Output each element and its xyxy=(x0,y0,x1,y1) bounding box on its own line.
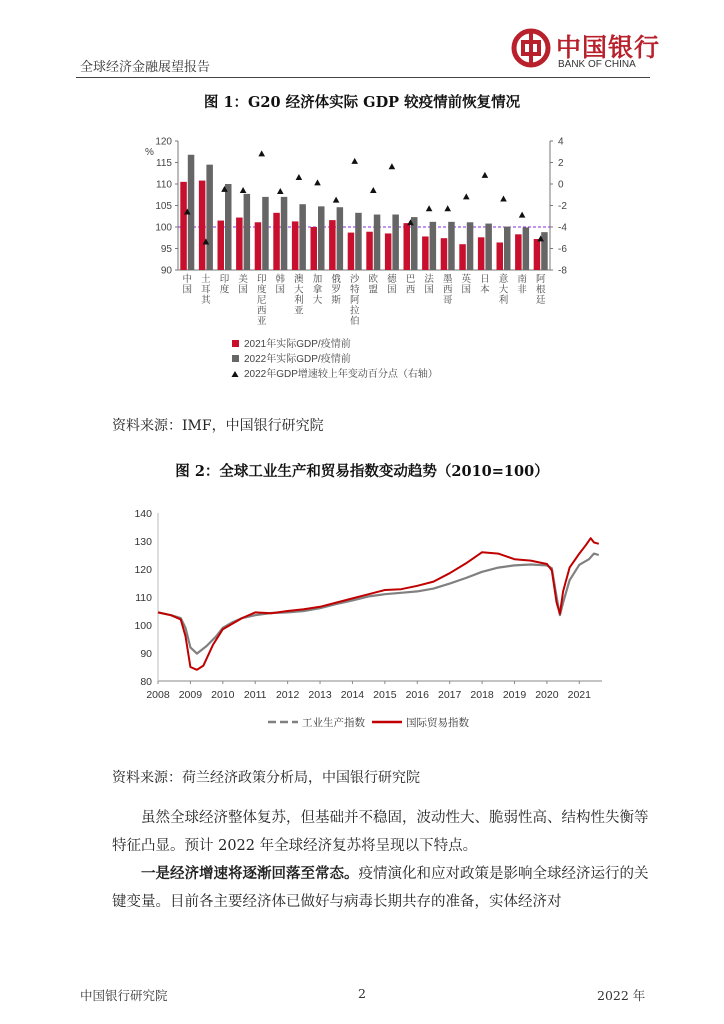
left-unit-label: % xyxy=(145,147,154,158)
y-tick-label: 80 xyxy=(140,676,152,688)
footer-year: 2022 年 xyxy=(597,988,646,1003)
bar-2021 xyxy=(218,221,225,270)
category-label: 墨西哥 xyxy=(442,274,453,306)
triangle-marker xyxy=(500,196,507,202)
bar-2021 xyxy=(311,227,318,270)
category-label: 加拿大 xyxy=(312,274,323,306)
category-label: 日本 xyxy=(480,274,490,296)
bar-2022 xyxy=(541,232,548,270)
x-tick-label: 2014 xyxy=(340,689,365,701)
paragraph-2 xyxy=(112,860,658,916)
left-tick-label: 120 xyxy=(155,136,172,148)
legend-swatch xyxy=(232,340,239,347)
bar-2022 xyxy=(448,222,455,270)
x-tick-label: 2015 xyxy=(373,689,397,701)
triangle-marker xyxy=(463,193,470,199)
category-label: 印度尼西亚 xyxy=(256,274,267,327)
bar-2021 xyxy=(497,242,504,270)
triangle-marker xyxy=(519,212,526,218)
bar-2021 xyxy=(404,223,411,270)
bar-2021 xyxy=(329,220,336,270)
right-tick-label: -2 xyxy=(558,201,567,212)
paragraph-2-text: 疫情演化和应对政策是影响全球经济运行的关键变量。目前各主要经济体已做好与病毒长期共存的准备，实体经济对 xyxy=(112,866,649,910)
x-tick-label: 2016 xyxy=(405,689,429,701)
figure1-title: 图 1：G20 经济体实际 GDP 较疫情前恢复情况 xyxy=(203,94,521,111)
bar-2021 xyxy=(180,182,187,270)
triangle-marker xyxy=(277,188,284,194)
figure2-source: 资料来源：荷兰经济政策分析局，中国银行研究院 xyxy=(112,770,420,786)
category-label: 巴西 xyxy=(405,274,416,296)
triangle-marker xyxy=(240,187,247,193)
right-tick-label: -8 xyxy=(558,265,567,277)
legend-triangle-icon xyxy=(232,371,239,377)
triangle-marker xyxy=(426,205,433,211)
bar-2021 xyxy=(385,233,392,270)
bar-2022 xyxy=(374,215,381,270)
figure1-chart xyxy=(130,135,590,395)
triangle-marker xyxy=(370,187,377,193)
y-tick-label: 110 xyxy=(135,592,152,604)
y-tick-label: 120 xyxy=(134,564,152,576)
right-tick-label: 0 xyxy=(558,179,564,191)
triangle-marker xyxy=(258,150,265,156)
bar-2022 xyxy=(206,165,213,270)
left-tick-label: 100 xyxy=(155,222,172,234)
category-label: 欧盟 xyxy=(368,274,379,296)
logo-en-text: BANK OF CHINA xyxy=(558,59,636,70)
x-tick-label: 2008 xyxy=(146,689,170,701)
legend-label: 2022年GDP增速较上年变动百分点（右轴） xyxy=(244,369,438,380)
x-tick-label: 2019 xyxy=(502,689,527,701)
triangle-marker xyxy=(314,179,321,185)
bar-2021 xyxy=(273,213,280,270)
bar-2022 xyxy=(225,184,232,270)
bar-2021 xyxy=(515,234,522,270)
figure1-source: 资料来源：IMF，中国银行研究院 xyxy=(112,418,324,434)
bar-2022 xyxy=(318,206,325,270)
left-tick-label: 90 xyxy=(160,265,172,277)
bar-2022 xyxy=(485,224,492,270)
bar-2022 xyxy=(281,197,288,270)
category-label: 印度 xyxy=(219,274,230,296)
left-tick-label: 110 xyxy=(156,179,172,191)
y-tick-label: 140 xyxy=(134,508,152,520)
bar-2022 xyxy=(244,194,251,270)
category-label: 俄罗斯 xyxy=(331,274,341,306)
paragraph-2-bold: 一是经济增速将逐渐回落至常态。 xyxy=(141,865,359,882)
triangle-marker xyxy=(444,205,451,211)
x-tick-label: 2010 xyxy=(211,689,235,701)
right-tick-label: -6 xyxy=(558,244,567,255)
x-tick-label: 2011 xyxy=(243,689,267,701)
footer-org: 中国银行研究院 xyxy=(80,988,168,1003)
category-label: 澳大利亚 xyxy=(294,274,304,317)
bar-2021 xyxy=(478,237,485,270)
paragraph-1-text: 虽然全球经济整体复苏，但基础并不稳固，波动性大、脆弱性高、结构性失衡等特征凸显。预计 2022 年全球经济复苏将呈现以下特点。 xyxy=(112,810,649,854)
category-label: 沙特阿拉伯 xyxy=(349,274,360,327)
triangle-marker xyxy=(482,172,489,178)
bar-2022 xyxy=(430,222,437,270)
x-tick-label: 2018 xyxy=(470,689,494,701)
bar-2022 xyxy=(355,213,362,270)
left-tick-label: 115 xyxy=(156,158,172,169)
right-tick-label: -4 xyxy=(558,222,567,234)
triangle-marker xyxy=(296,174,303,180)
category-label: 南非 xyxy=(517,274,527,296)
bar-2021 xyxy=(422,236,429,270)
bar-2021 xyxy=(255,222,262,270)
category-label: 德国 xyxy=(387,274,397,296)
bar-2021 xyxy=(199,181,206,270)
triangle-marker xyxy=(351,158,358,164)
bar-2021 xyxy=(459,244,466,270)
triangle-marker xyxy=(333,197,340,203)
bar-2022 xyxy=(523,227,530,270)
header-divider xyxy=(76,77,650,78)
y-tick-label: 90 xyxy=(140,648,152,660)
x-tick-label: 2017 xyxy=(437,689,462,701)
industrial-production-line xyxy=(158,554,599,654)
right-tick-label: 4 xyxy=(558,136,564,148)
paragraph-1 xyxy=(112,804,658,860)
category-label: 土耳其 xyxy=(201,274,211,306)
category-label: 阿根廷 xyxy=(535,274,546,306)
legend-label: 国际贸易指数 xyxy=(406,717,469,729)
bar-2022 xyxy=(467,222,474,270)
bank-logo-icon xyxy=(510,27,552,69)
bar-2021 xyxy=(292,221,299,270)
logo-cn-text: 中国银行 xyxy=(556,33,661,62)
bar-2021 xyxy=(236,218,243,270)
left-tick-label: 105 xyxy=(155,201,172,212)
bar-2022 xyxy=(299,204,306,270)
figure2-title: 图 2：全球工业生产和贸易指数变动趋势（2010=100） xyxy=(175,463,549,480)
category-label: 美国 xyxy=(238,274,248,296)
left-tick-label: 95 xyxy=(160,244,172,255)
bar-2021 xyxy=(441,238,448,270)
legend-label: 2022年实际GDP/疫情前 xyxy=(244,354,351,365)
bar-2022 xyxy=(337,207,344,270)
legend-label: 工业生产指数 xyxy=(302,717,365,729)
footer-page-number: 2 xyxy=(358,986,366,1001)
bar-2021 xyxy=(534,239,541,270)
bar-2022 xyxy=(504,227,511,270)
triangle-marker xyxy=(389,163,396,169)
bar-2022 xyxy=(262,197,269,270)
category-label: 中国 xyxy=(182,274,193,296)
trade-index-line xyxy=(158,538,599,670)
category-label: 英国 xyxy=(461,274,472,296)
x-tick-label: 2012 xyxy=(275,689,300,701)
legend-label: 2021年实际GDP/疫情前 xyxy=(244,339,351,350)
x-tick-label: 2020 xyxy=(535,689,559,701)
legend-swatch xyxy=(232,355,239,362)
y-tick-label: 130 xyxy=(134,536,152,548)
category-label: 意大利 xyxy=(498,274,509,306)
x-tick-label: 2013 xyxy=(308,689,332,701)
report-title: 全球经济金融展望报告 xyxy=(80,60,211,75)
right-tick-label: 2 xyxy=(558,158,564,169)
x-tick-label: 2009 xyxy=(178,689,203,701)
bar-2022 xyxy=(392,215,399,270)
category-label: 法国 xyxy=(424,274,434,296)
figure2-chart xyxy=(120,500,610,740)
x-tick-label: 2021 xyxy=(567,689,591,701)
bar-2021 xyxy=(366,232,373,270)
category-label: 韩国 xyxy=(275,274,286,296)
bar-2021 xyxy=(348,233,355,270)
y-tick-label: 100 xyxy=(134,620,152,632)
